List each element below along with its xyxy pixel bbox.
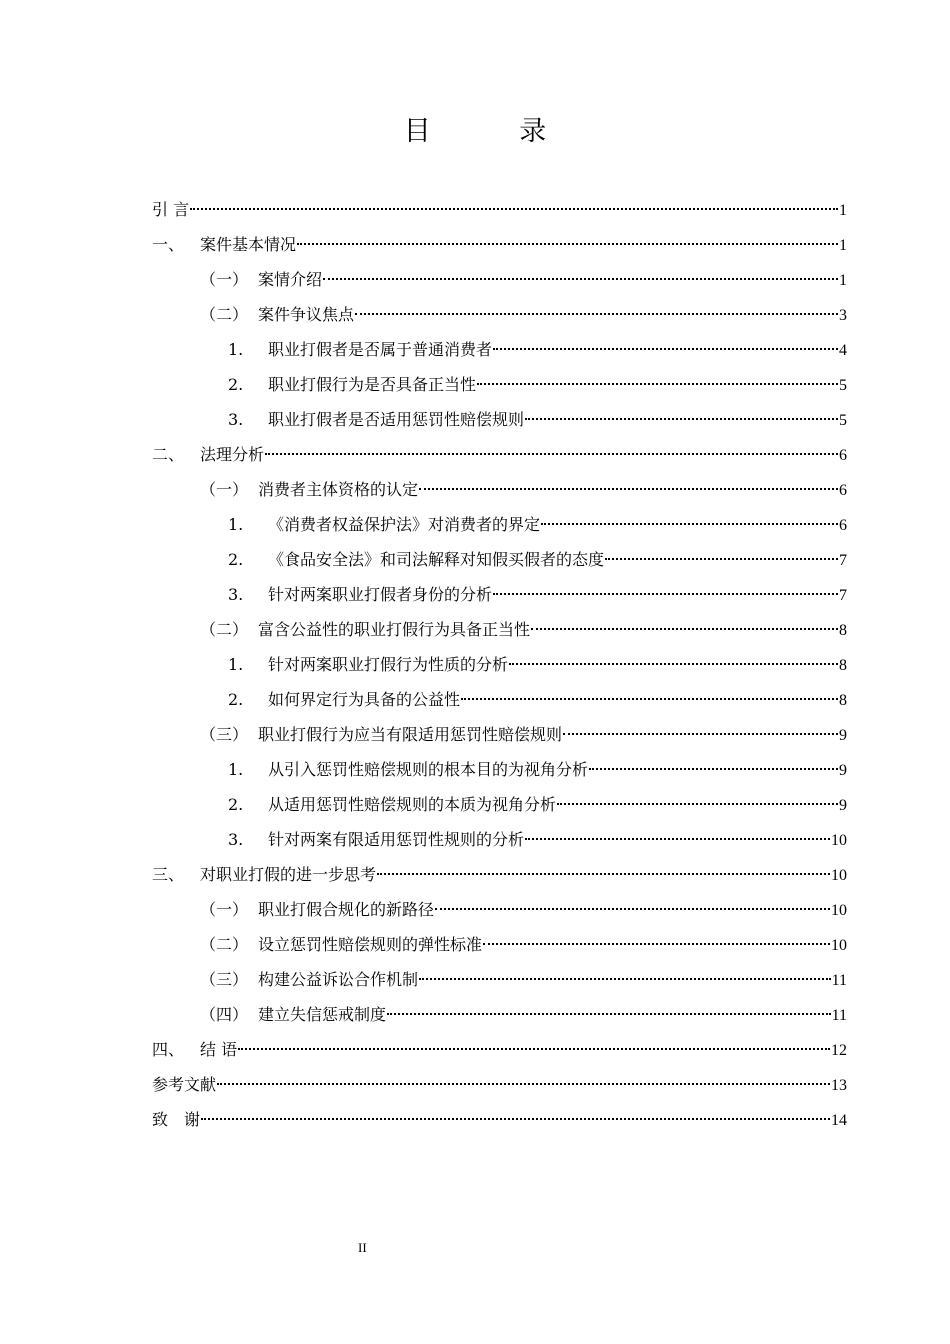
toc-entry[interactable] — [152, 542, 847, 577]
toc-entry-title: 职业打假者是否适用惩罚性赔偿规则 — [268, 410, 525, 429]
dot-leader — [541, 523, 838, 525]
toc-entry-number: 3. — [228, 585, 244, 604]
toc-entry-page: 3 — [839, 307, 847, 324]
toc-entry-title: 如何界定行为具备的公益性 — [268, 690, 461, 709]
toc-entry-number: 2. — [228, 690, 244, 709]
toc-entry-number: （三） — [200, 970, 249, 989]
toc-entry-number: （二） — [200, 305, 249, 324]
toc-entry-page: 1 — [839, 202, 847, 219]
toc-entry-number: 2. — [228, 550, 244, 569]
toc-entry[interactable] — [152, 1067, 847, 1102]
toc-entry-number: 1. — [228, 760, 244, 779]
toc-entry-page: 7 — [839, 587, 847, 604]
toc-entry-page: 11 — [831, 972, 847, 989]
toc-entry[interactable] — [152, 682, 847, 717]
dot-leader — [557, 803, 838, 805]
toc-entry-title: 致 谢 — [152, 1110, 201, 1129]
dot-leader — [238, 1048, 830, 1050]
toc-entry-title: 《食品安全法》和司法解释对知假买假者的态度 — [268, 550, 605, 569]
toc-entry-title: 职业打假行为是否具备正当性 — [268, 375, 477, 394]
toc-entry-title: 《消费者权益保护法》对消费者的界定 — [268, 515, 541, 534]
dot-leader — [265, 453, 838, 455]
toc-entry-page: 9 — [839, 762, 847, 779]
toc-entry-page: 11 — [831, 1007, 847, 1024]
toc-entry[interactable] — [152, 577, 847, 612]
dot-leader — [419, 978, 831, 980]
dot-leader — [297, 243, 838, 245]
toc-entry-number: 二、 — [152, 445, 185, 464]
toc-entry-title: 职业打假者是否属于普通消费者 — [268, 340, 493, 359]
dot-leader — [190, 208, 838, 210]
dot-leader — [477, 383, 838, 385]
toc-entry[interactable] — [152, 997, 847, 1032]
dot-leader — [483, 943, 830, 945]
toc-entry-number: 四、 — [152, 1040, 185, 1059]
toc-entry-number: （一） — [200, 270, 249, 289]
toc-entry-title: 结 语 — [200, 1040, 238, 1059]
toc-entry[interactable] — [152, 752, 847, 787]
page-title: 目 录 — [403, 116, 587, 147]
toc-entry-page: 8 — [839, 692, 847, 709]
toc-entry[interactable] — [152, 717, 847, 752]
dot-leader — [387, 1013, 831, 1015]
dot-leader — [419, 488, 838, 490]
toc-entry-title: 法理分析 — [200, 445, 265, 464]
toc-entry[interactable] — [152, 1102, 847, 1137]
dot-leader — [435, 908, 830, 910]
toc-entry[interactable] — [152, 227, 847, 262]
toc-entry[interactable] — [152, 647, 847, 682]
toc-entry-page: 7 — [839, 552, 847, 569]
toc-entry-title: 建立失信惩戒制度 — [258, 1005, 387, 1024]
toc-entry-title: 案件基本情况 — [200, 235, 297, 254]
toc-entry-page: 6 — [839, 482, 847, 499]
toc-entry-page: 8 — [839, 657, 847, 674]
toc-entry-page: 6 — [839, 517, 847, 534]
toc-entry-page: 10 — [831, 937, 847, 954]
dot-leader — [217, 1083, 830, 1085]
dot-leader — [377, 873, 830, 875]
dot-leader — [605, 558, 838, 560]
dot-leader — [525, 418, 838, 420]
toc-entry-number: 2. — [228, 795, 244, 814]
toc-entry-number: （三） — [200, 725, 249, 744]
toc-entry-page: 10 — [831, 832, 847, 849]
toc-entry-title: 构建公益诉讼合作机制 — [258, 970, 419, 989]
toc-entry-title: 参考文献 — [152, 1075, 217, 1094]
dot-leader — [323, 278, 838, 280]
dot-leader — [563, 733, 838, 735]
toc-entry-title: 职业打假行为应当有限适用惩罚性赔偿规则 — [258, 725, 563, 744]
toc-entry-page: 10 — [831, 902, 847, 919]
toc-entry-number: （二） — [200, 620, 249, 639]
toc-entry[interactable] — [152, 612, 847, 647]
toc-entry-page: 1 — [839, 237, 847, 254]
toc-entry[interactable] — [152, 437, 847, 472]
toc-entry-page: 8 — [839, 622, 847, 639]
toc-entry[interactable] — [152, 787, 847, 822]
toc-entry-title: 引 言 — [152, 200, 190, 219]
dot-leader — [355, 313, 838, 315]
dot-leader — [531, 628, 838, 630]
toc-entry-page: 5 — [839, 377, 847, 394]
footer-page-number: II — [358, 1240, 367, 1255]
toc-entry[interactable] — [152, 192, 847, 227]
toc-entry[interactable] — [152, 367, 847, 402]
toc-entry-page: 13 — [831, 1077, 847, 1094]
toc-entry-number: 一、 — [152, 235, 185, 254]
toc-entry-title: 案件争议焦点 — [258, 305, 355, 324]
toc-entry-title: 针对两案有限适用惩罚性规则的分析 — [268, 830, 525, 849]
toc-entry[interactable] — [152, 927, 847, 962]
toc-entry-title: 从适用惩罚性赔偿规则的本质为视角分析 — [268, 795, 557, 814]
toc-entry[interactable] — [152, 857, 847, 892]
toc-entry-number: （一） — [200, 900, 249, 919]
toc-entry-title: 针对两案职业打假行为性质的分析 — [268, 655, 509, 674]
toc-entry-number: 1. — [228, 655, 244, 674]
toc-entry[interactable] — [152, 507, 847, 542]
toc-entry-number: 3. — [228, 410, 244, 429]
dot-leader — [589, 768, 838, 770]
toc-entry-number: 1. — [228, 340, 244, 359]
toc-entry-title: 消费者主体资格的认定 — [258, 480, 419, 499]
dot-leader — [509, 663, 838, 665]
toc-entry-title: 案情介绍 — [258, 270, 323, 289]
table-of-contents — [152, 192, 847, 1137]
toc-entry[interactable] — [152, 262, 847, 297]
toc-entry[interactable] — [152, 822, 847, 857]
toc-entry[interactable] — [152, 892, 847, 927]
toc-entry-number: 三、 — [152, 865, 185, 884]
toc-entry[interactable] — [152, 1032, 847, 1067]
toc-entry[interactable] — [152, 297, 847, 332]
toc-entry-number: （四） — [200, 1005, 249, 1024]
dot-leader — [461, 698, 838, 700]
toc-entry-title: 设立惩罚性赔偿规则的弹性标准 — [258, 935, 483, 954]
toc-entry-page: 9 — [839, 727, 847, 744]
dot-leader — [493, 593, 838, 595]
dot-leader — [525, 838, 830, 840]
toc-entry-page: 12 — [831, 1042, 847, 1059]
toc-entry-title: 职业打假合规化的新路径 — [258, 900, 435, 919]
toc-entry-page: 10 — [831, 867, 847, 884]
toc-entry-page: 5 — [839, 412, 847, 429]
toc-entry-page: 9 — [839, 797, 847, 814]
toc-entry[interactable] — [152, 402, 847, 437]
toc-entry-page: 14 — [831, 1112, 847, 1129]
toc-entry[interactable] — [152, 962, 847, 997]
toc-entry-page: 1 — [839, 272, 847, 289]
toc-entry-number: （二） — [200, 935, 249, 954]
toc-entry-title: 针对两案职业打假者身份的分析 — [268, 585, 493, 604]
toc-entry[interactable] — [152, 472, 847, 507]
dot-leader — [201, 1118, 830, 1120]
toc-entry-title: 从引入惩罚性赔偿规则的根本目的为视角分析 — [268, 760, 589, 779]
toc-entry-number: 3. — [228, 830, 244, 849]
toc-entry-number: 1. — [228, 515, 244, 534]
toc-entry-title: 对职业打假的进一步思考 — [200, 865, 377, 884]
toc-entry-page: 4 — [839, 342, 847, 359]
toc-entry[interactable] — [152, 332, 847, 367]
dot-leader — [493, 348, 838, 350]
toc-entry-number: （一） — [200, 480, 249, 499]
toc-entry-number: 2. — [228, 375, 244, 394]
toc-entry-page: 6 — [839, 447, 847, 464]
toc-entry-title: 富含公益性的职业打假行为具备正当性 — [258, 620, 531, 639]
